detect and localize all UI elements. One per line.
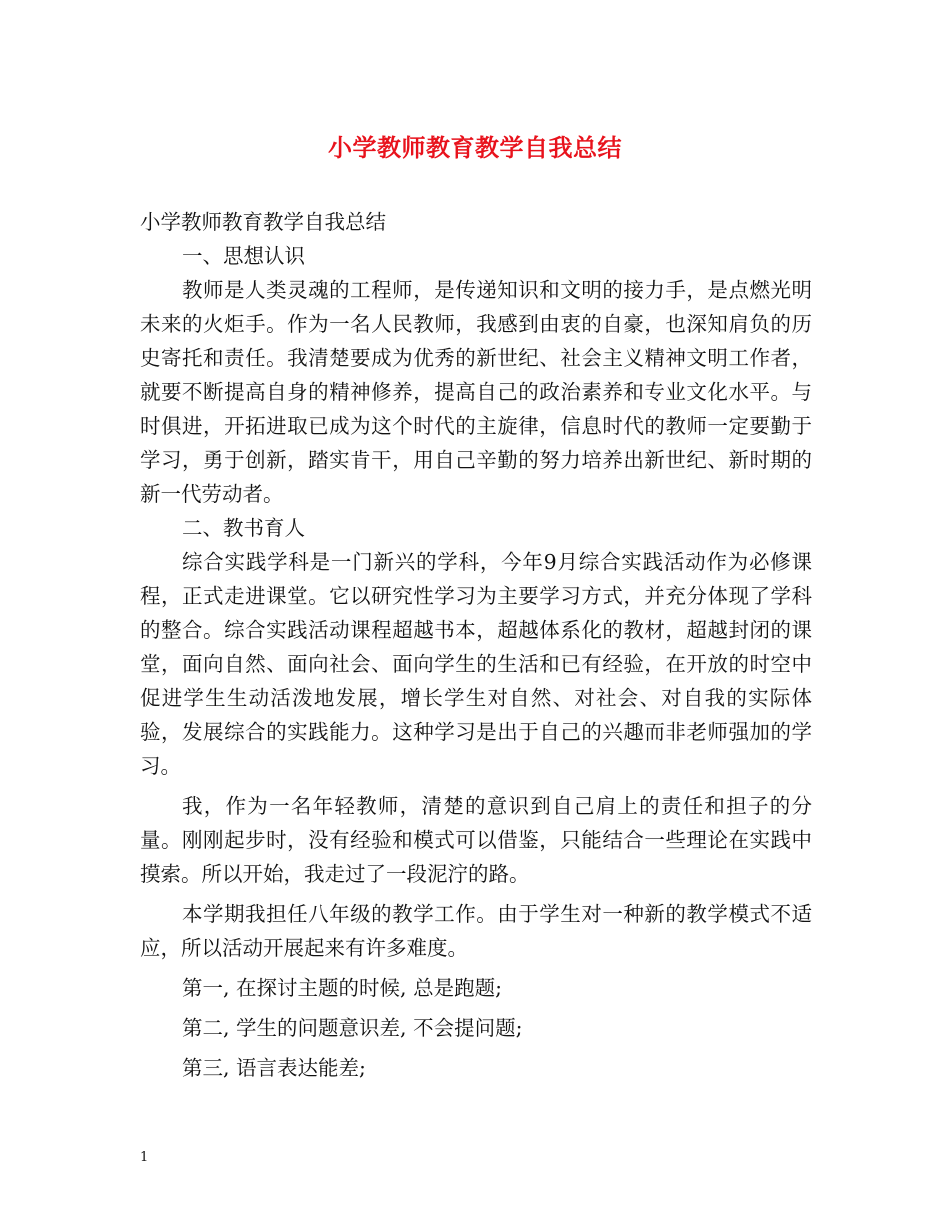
document-title: 小学教师教育教学自我总结 xyxy=(328,133,622,162)
paragraph-practice-subject: 综合实践学科是一门新兴的学科，今年9月综合实践活动作为必修课程，正式走进课堂。它以研究性学习为主要学习方式，并充分体现了学科的整合。综合实践活动课程超越书本，超越体系化的教材，超越封闭的课堂，面向自然、面向社会、面向学生的生活和已有经验，在开放的时空中促进学生生动活泼地发展，增长学生对自然、对社会、对自我的实际体验，发展综合的实践能力。这种学习是出于自己的兴趣而非老师强加的学习。 xyxy=(140,550,812,778)
list-item-third: 第三, 语言表达能差; xyxy=(182,1056,366,1080)
list-item-second: 第二, 学生的问题意识差, 不会提问题; xyxy=(182,1016,523,1040)
subtitle-paragraph: 小学教师教育教学自我总结 xyxy=(140,210,386,234)
document-body xyxy=(140,205,812,1085)
section-heading-thinking: 一、思想认识 xyxy=(182,244,305,268)
list-item-first: 第一, 在探讨主题的时候, 总是跑题; xyxy=(182,976,502,1000)
paragraph-young-teacher: 我，作为一名年轻教师，清楚的意识到自己肩上的责任和担子的分量。刚刚起步时，没有经验和模式可以借鉴，只能结合一些理论在实践中摸索。所以开始，我走过了一段泥泞的路。 xyxy=(140,794,812,886)
page-number: 1 xyxy=(140,1150,149,1165)
paragraph-this-term: 本学期我担任八年级的教学工作。由于学生对一种新的教学模式不适应，所以活动开展起来有许多难度。 xyxy=(140,902,812,960)
paragraph-teacher-role: 教师是人类灵魂的工程师，是传递知识和文明的接力手，是点燃光明未来的火炬手。作为一名人民教师，我感到由衷的自豪，也深知肩负的历史寄托和责任。我清楚要成为优秀的新世纪、社会主义精神文明工作者，就要不断提高自身的精神修养，提高自己的政治素养和专业文化水平。与时俱进，开拓进取已成为这个时代的主旋律，信息时代的教师一定要勤于学习，勇于创新，踏实肯干，用自己辛勤的努力培养出新世纪、新时期的新一代劳动者。 xyxy=(140,278,812,506)
section-heading-teaching: 二、教书育人 xyxy=(182,516,305,540)
